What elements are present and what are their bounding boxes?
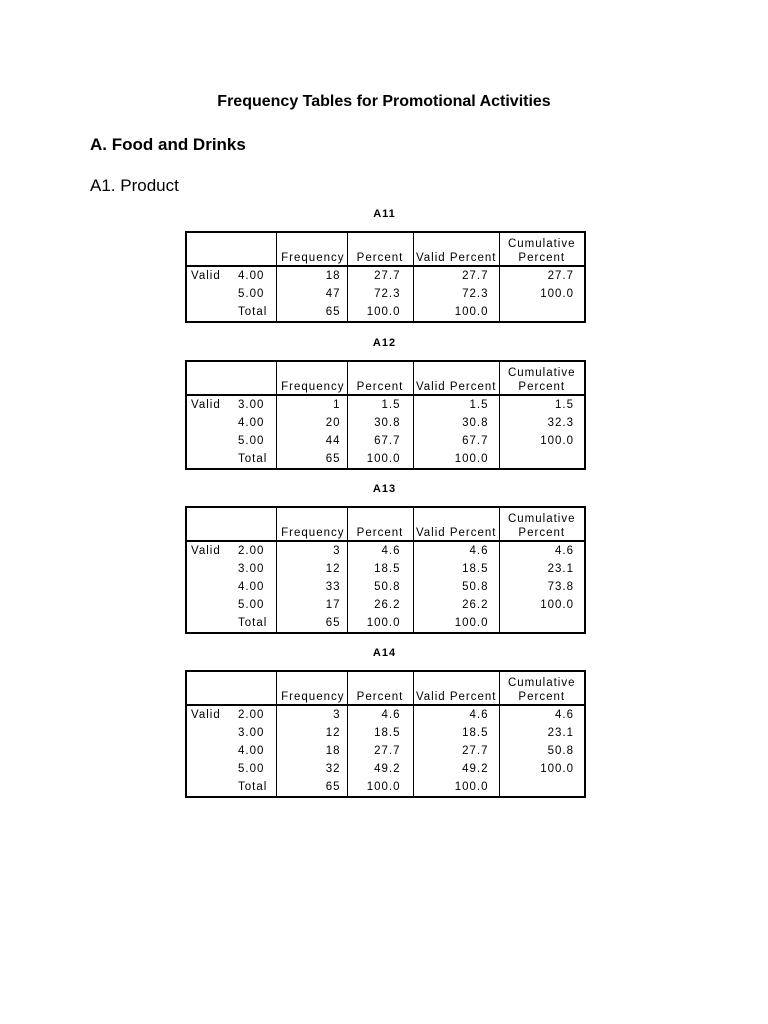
cell-percent: 1.5: [347, 395, 413, 414]
cell-valid-percent: 100.0: [413, 614, 499, 633]
header-empty: [186, 507, 234, 541]
cell-cumulative-percent: 50.8: [547, 744, 574, 757]
table-row: [186, 778, 585, 797]
row-value-label: 4.00: [234, 578, 276, 596]
header-empty: [186, 232, 234, 266]
table-row: [186, 266, 585, 285]
table-row: [186, 760, 585, 778]
table-row: [186, 303, 585, 322]
header-empty: [234, 507, 276, 541]
row-value-label: 3.00: [234, 395, 276, 414]
row-group-label: [186, 614, 234, 633]
cell-valid-percent: 49.2: [413, 760, 499, 778]
row-group-label: Valid: [191, 708, 221, 721]
cell-percent: 27.7: [347, 266, 413, 285]
row-value-label: 3.00: [234, 560, 276, 578]
section-heading: A. Food and Drinks: [90, 135, 246, 154]
cell-cumulative-percent: 100.0: [540, 762, 574, 775]
row-value-label: 5.00: [234, 760, 276, 778]
cell-percent: 27.7: [347, 742, 413, 760]
row-group-label: Valid: [191, 544, 221, 557]
cell-frequency: 65: [276, 450, 347, 469]
header-cumulative-percent: [499, 671, 585, 705]
row-value-label: 5.00: [234, 596, 276, 614]
row-value-label: 2.00: [234, 705, 276, 724]
cell-valid-percent: 67.7: [413, 432, 499, 450]
cell-frequency: 3: [276, 705, 347, 724]
cell-cumulative-percent: 4.6: [555, 544, 574, 557]
cell-percent: 30.8: [347, 414, 413, 432]
cell-valid-percent: 26.2: [413, 596, 499, 614]
cell-valid-percent: 100.0: [413, 450, 499, 469]
row-group-label: [186, 724, 234, 742]
row-value-label: 2.00: [234, 541, 276, 560]
row-group-label: [186, 303, 234, 322]
table-row: [186, 705, 585, 724]
row-value-label: 4.00: [234, 742, 276, 760]
header-cumulative-line1: Cumulative: [507, 367, 576, 379]
frequency-table-block: [185, 206, 584, 323]
frequency-table: [185, 360, 586, 470]
cell-cumulative-percent: 100.0: [540, 287, 574, 300]
row-value-label: Total: [234, 303, 276, 322]
header-cumulative-line1: Cumulative: [507, 677, 576, 689]
cell-cumulative-percent: 4.6: [555, 708, 574, 721]
header-cumulative-line2: Percent: [518, 381, 566, 393]
header-cumulative-percent: [499, 232, 585, 266]
row-group-label: [186, 450, 234, 469]
header-cumulative-line1: Cumulative: [507, 238, 576, 250]
cell-percent: 18.5: [347, 724, 413, 742]
header-empty: [234, 232, 276, 266]
header-frequency: Frequency: [276, 671, 347, 705]
cell-valid-percent: 1.5: [413, 395, 499, 414]
header-percent: Percent: [347, 507, 413, 541]
header-empty: [234, 361, 276, 395]
cell-cumulative-percent: [499, 303, 585, 322]
row-group-label: Valid: [191, 398, 221, 411]
header-empty: [186, 361, 234, 395]
cell-cumulative-percent: 73.8: [547, 580, 574, 593]
frequency-table-block: [185, 481, 584, 634]
row-value-label: 5.00: [234, 432, 276, 450]
header-cumulative-percent: [499, 361, 585, 395]
header-percent: Percent: [347, 232, 413, 266]
row-value-label: 5.00: [234, 285, 276, 303]
row-value-label: Total: [234, 450, 276, 469]
header-cumulative-percent: [499, 507, 585, 541]
cell-percent: 100.0: [347, 778, 413, 797]
row-group-label: [186, 760, 234, 778]
table-row: [186, 450, 585, 469]
table-caption: A12: [372, 337, 397, 349]
row-value-label: Total: [234, 778, 276, 797]
header-percent: Percent: [347, 361, 413, 395]
cell-percent: 26.2: [347, 596, 413, 614]
header-cumulative-line2: Percent: [518, 252, 566, 264]
cell-valid-percent: 4.6: [413, 705, 499, 724]
row-group-label: [186, 285, 234, 303]
cell-frequency: 47: [276, 285, 347, 303]
row-group-label: [186, 778, 234, 797]
cell-valid-percent: 100.0: [413, 778, 499, 797]
row-group-label: [186, 742, 234, 760]
cell-valid-percent: 18.5: [413, 724, 499, 742]
cell-cumulative-percent: [499, 450, 585, 469]
cell-frequency: 65: [276, 778, 347, 797]
table-row: [186, 614, 585, 633]
cell-percent: 50.8: [347, 578, 413, 596]
header-valid-percent: Valid Percent: [413, 671, 499, 705]
header-valid-percent: Valid Percent: [413, 361, 499, 395]
table-header-row: [186, 232, 585, 266]
cell-frequency: 18: [276, 742, 347, 760]
header-cumulative-line1: Cumulative: [507, 513, 576, 525]
cell-frequency: 3: [276, 541, 347, 560]
cell-frequency: 12: [276, 560, 347, 578]
table-row: [186, 596, 585, 614]
row-value-label: 4.00: [234, 414, 276, 432]
frequency-table: [185, 231, 586, 323]
cell-cumulative-percent: 32.3: [547, 416, 574, 429]
cell-percent: 100.0: [347, 614, 413, 633]
table-row: [186, 414, 585, 432]
row-group-label: [186, 414, 234, 432]
cell-cumulative-percent: 1.5: [555, 398, 574, 411]
header-valid-percent: Valid Percent: [413, 507, 499, 541]
row-group-label: Valid: [191, 269, 221, 282]
header-cumulative-line2: Percent: [518, 527, 566, 539]
table-row: [186, 395, 585, 414]
header-cumulative-line2: Percent: [518, 691, 566, 703]
table-caption: A13: [372, 483, 397, 495]
cell-valid-percent: 27.7: [413, 266, 499, 285]
cell-percent: 72.3: [347, 285, 413, 303]
cell-frequency: 65: [276, 303, 347, 322]
cell-percent: 18.5: [347, 560, 413, 578]
cell-percent: 67.7: [347, 432, 413, 450]
cell-percent: 49.2: [347, 760, 413, 778]
row-group-label: [186, 596, 234, 614]
cell-valid-percent: 30.8: [413, 414, 499, 432]
table-row: [186, 285, 585, 303]
cell-valid-percent: 4.6: [413, 541, 499, 560]
table-header-row: [186, 507, 585, 541]
cell-frequency: 12: [276, 724, 347, 742]
frequency-table-block: [185, 335, 584, 470]
cell-valid-percent: 18.5: [413, 560, 499, 578]
table-row: [186, 578, 585, 596]
table-caption: A11: [373, 208, 396, 220]
table-header-row: [186, 361, 585, 395]
cell-frequency: 18: [276, 266, 347, 285]
cell-cumulative-percent: [499, 614, 585, 633]
header-valid-percent: Valid Percent: [413, 232, 499, 266]
cell-valid-percent: 72.3: [413, 285, 499, 303]
cell-cumulative-percent: 27.7: [547, 269, 574, 282]
cell-percent: 4.6: [347, 705, 413, 724]
row-group-label: [186, 432, 234, 450]
cell-frequency: 44: [276, 432, 347, 450]
cell-valid-percent: 100.0: [413, 303, 499, 322]
cell-frequency: 20: [276, 414, 347, 432]
table-row: [186, 432, 585, 450]
table-row: [186, 541, 585, 560]
table-caption: A14: [372, 647, 397, 659]
header-frequency: Frequency: [276, 232, 347, 266]
cell-frequency: 65: [276, 614, 347, 633]
cell-cumulative-percent: 100.0: [540, 598, 574, 611]
cell-percent: 4.6: [347, 541, 413, 560]
row-value-label: 4.00: [234, 266, 276, 285]
cell-frequency: 32: [276, 760, 347, 778]
cell-cumulative-percent: 23.1: [547, 726, 574, 739]
subsection-heading: A1. Product: [90, 176, 179, 195]
cell-cumulative-percent: [499, 778, 585, 797]
cell-cumulative-percent: 100.0: [540, 434, 574, 447]
cell-percent: 100.0: [347, 450, 413, 469]
header-frequency: Frequency: [276, 361, 347, 395]
row-group-label: [186, 560, 234, 578]
page-title: Frequency Tables for Promotional Activities: [217, 93, 551, 110]
header-empty: [186, 671, 234, 705]
cell-valid-percent: 50.8: [413, 578, 499, 596]
row-value-label: 3.00: [234, 724, 276, 742]
cell-frequency: 1: [276, 395, 347, 414]
cell-cumulative-percent: 23.1: [547, 562, 574, 575]
row-group-label: [186, 578, 234, 596]
cell-frequency: 17: [276, 596, 347, 614]
header-percent: Percent: [347, 671, 413, 705]
cell-frequency: 33: [276, 578, 347, 596]
row-value-label: Total: [234, 614, 276, 633]
frequency-table-block: [185, 645, 584, 798]
frequency-table: [185, 506, 586, 634]
cell-valid-percent: 27.7: [413, 742, 499, 760]
header-empty: [234, 671, 276, 705]
frequency-table: [185, 670, 586, 798]
table-row: [186, 560, 585, 578]
table-row: [186, 724, 585, 742]
table-header-row: [186, 671, 585, 705]
table-row: [186, 742, 585, 760]
header-frequency: Frequency: [276, 507, 347, 541]
cell-percent: 100.0: [347, 303, 413, 322]
